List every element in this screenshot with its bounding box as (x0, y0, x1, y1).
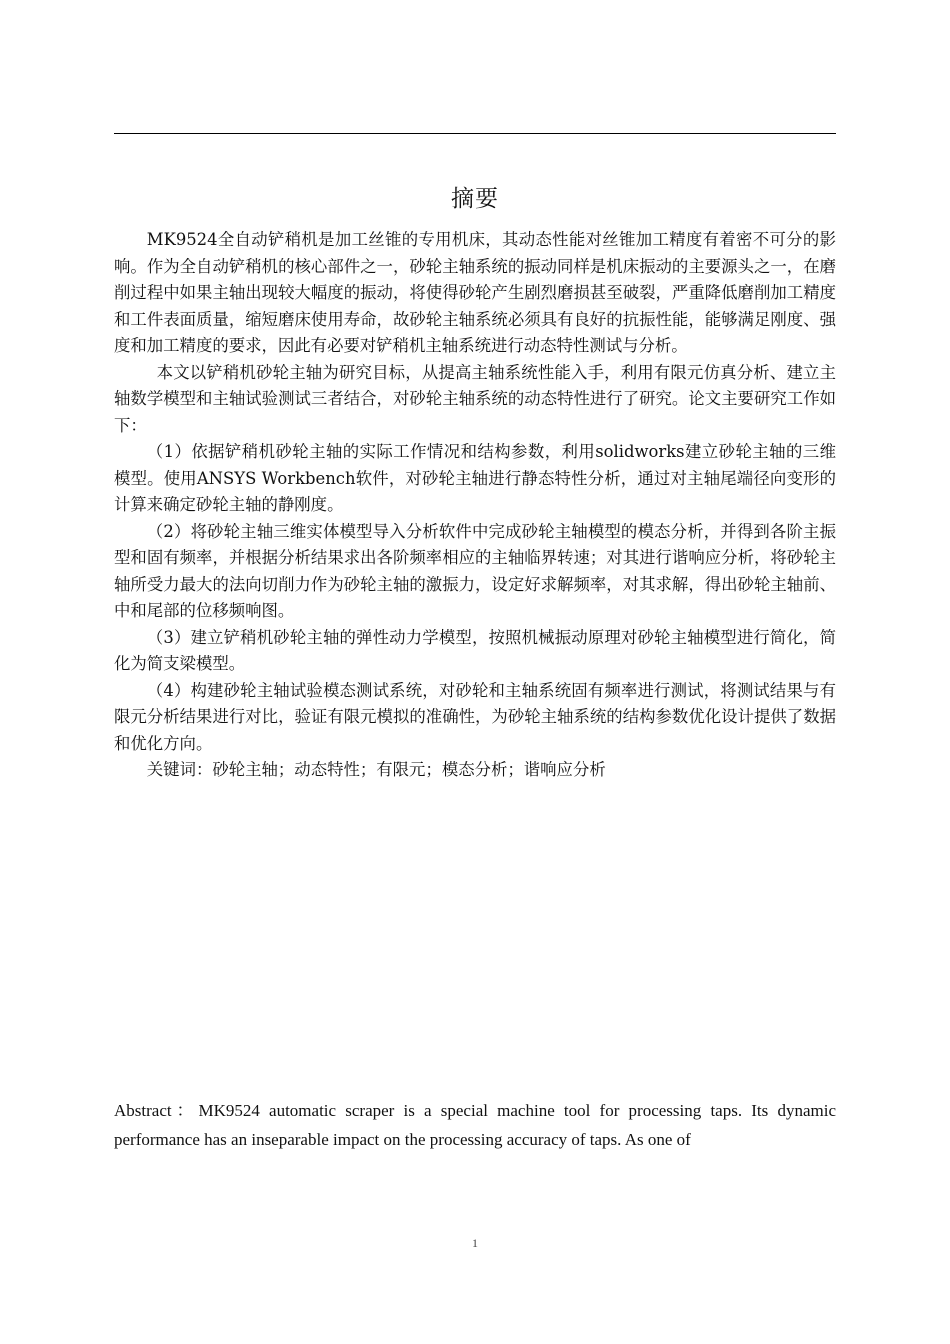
paragraph-item-1: （1）依据铲稍机砂轮主轴的实际工作情况和结构参数，利用solidworks建立砂轮主轴的三维模型。使用ANSYS Workbench软件，对砂轮主轴进行静态特性分析，通过对主轴尾端径向变形的计算来确定砂轮主轴的静刚度。 (114, 442, 836, 514)
paragraph-item-3: （3）建立铲稍机砂轮主轴的弹性动力学模型，按照机械振动原理对砂轮主轴模型进行简化，简化为简支梁模型。 (114, 627, 836, 673)
header-rule (114, 133, 836, 134)
paragraph-item-4: （4）构建砂轮主轴试验模态测试系统，对砂轮和主轴系统固有频率进行测试，将测试结果与有限元分析结果进行对比，验证有限元模拟的准确性，为砂轮主轴系统的结构参数优化设计提供了数据和优化方向。 (114, 680, 836, 753)
paragraph-method: 本文以铲稍机砂轮主轴为研究目标，从提高主轴系统性能入手，利用有限元仿真分析、建立主轴数学模型和主轴试验测试三者结合，对砂轮主轴系统的动态特性进行了研究。论文主要研究工作如下： (114, 362, 836, 435)
abstract-body-cn (114, 227, 836, 784)
page-title: 摘要 (451, 186, 499, 212)
keywords-line: 关键词：砂轮主轴；动态特性；有限元；模态分析；谐响应分析 (146, 760, 606, 779)
page-number: 1 (472, 1236, 478, 1250)
abstract-en-paragraph: Abstract：MK9524 automatic scraper is a special machine tool for processing taps. Its dynamic performance has an inseparable impact on the processing accuracy of taps. As one of (114, 1101, 836, 1149)
paragraph-item-2: （2）将砂轮主轴三维实体模型导入分析软件中完成砂轮主轴模型的模态分析，并得到各阶主振型和固有频率，并根据分析结果求出各阶频率相应的主轴临界转速；对其进行谐响应分析，将砂轮主轴所受力最大的法向切削力作为砂轮主轴的激振力，设定好求解频率，对其求解，得出砂轮主轴前、中和尾部的位移频响图。 (114, 521, 836, 620)
paragraph-intro: MK9524全自动铲稍机是加工丝锥的专用机床，其动态性能对丝锥加工精度有着密不可分的影响。作为全自动铲稍机的核心部件之一，砂轮主轴系统的振动同样是机床振动的主要源头之一，在磨削过程中如果主轴出现较大幅度的振动，将使得砂轮产生剧烈磨损甚至破裂，严重降低磨削加工精度和工件表面质量，缩短磨床使用寿命，故砂轮主轴系统必须具有良好的抗振性能，能够满足刚度、强度和加工精度的要求，因此有必要对铲稍机主轴系统进行动态特性测试与分析。 (114, 230, 836, 355)
abstract-body-en (114, 1097, 836, 1154)
